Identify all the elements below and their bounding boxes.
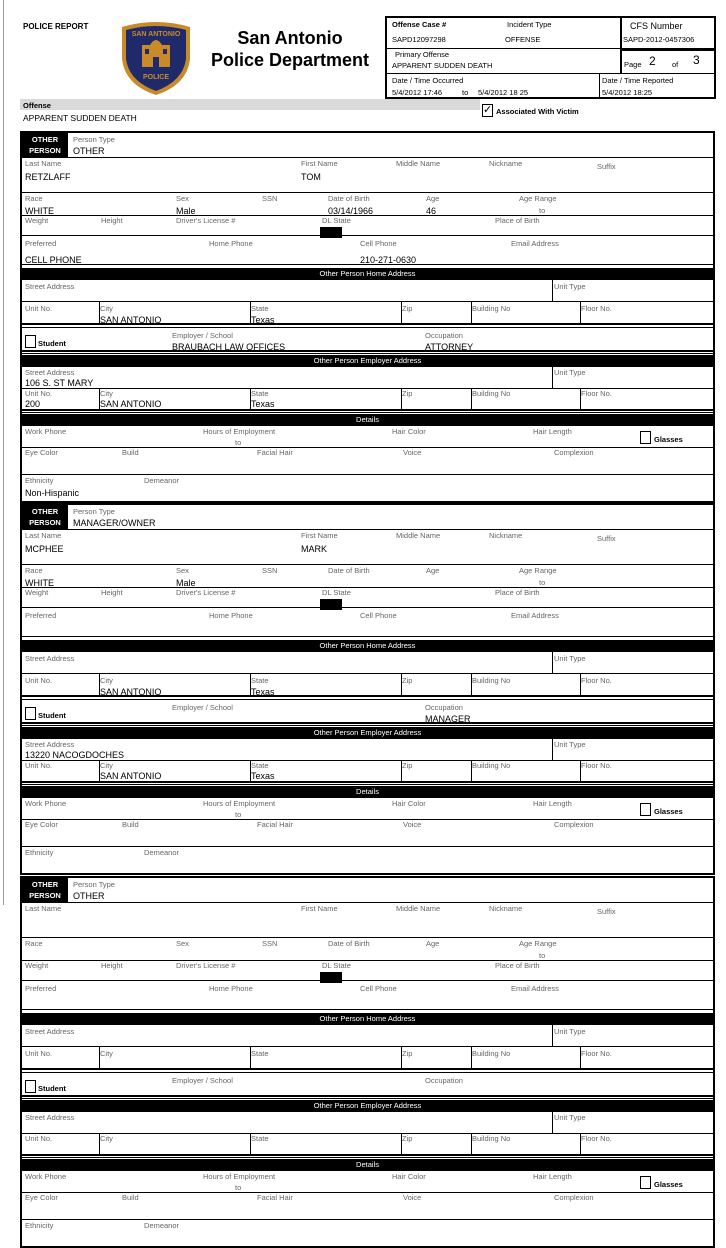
hair-color-label: Hair Color — [392, 799, 426, 808]
suffix-label: Suffix — [597, 534, 616, 543]
city-label: City — [100, 1134, 113, 1143]
ssn-label: SSN — [262, 194, 278, 203]
occurred-to-label: to — [462, 88, 469, 97]
person-category-box — [22, 133, 68, 157]
building-label: Building No — [472, 304, 511, 313]
column-divider — [552, 1025, 553, 1046]
glasses-checkbox[interactable] — [640, 803, 651, 816]
unit-type-label: Unit Type — [554, 282, 586, 291]
ethnicity-value: Non-Hispanic — [25, 488, 80, 498]
case-info-box — [385, 16, 716, 99]
divider-line — [22, 636, 713, 637]
svg-text:SAN ANTONIO: SAN ANTONIO — [131, 31, 181, 38]
unit-no-label: Unit No. — [25, 1134, 53, 1143]
eye-color-label: Eye Color — [25, 1193, 58, 1202]
home-state-value: Texas — [251, 687, 275, 697]
sex-value: Male — [176, 206, 196, 216]
street-label: Street Address — [25, 654, 75, 663]
occupation-value: ATTORNEY — [425, 342, 474, 352]
divider-line — [22, 937, 713, 938]
ethnicity-label: Ethnicity — [25, 848, 54, 857]
state-label: State — [251, 761, 269, 770]
person-block — [20, 876, 715, 1248]
city-label: City — [100, 1049, 113, 1058]
floor-label: Floor No. — [581, 1049, 612, 1058]
police-badge-logo — [117, 19, 195, 97]
incident-type-value: OFFENSE — [505, 35, 541, 44]
zip-label: Zip — [402, 1134, 413, 1143]
building-label: Building No — [472, 1049, 511, 1058]
divider-line — [22, 980, 713, 981]
work-phone-label: Work Phone — [25, 799, 67, 808]
title-line2: Police Department — [210, 50, 370, 70]
complexion-label: Complexion — [554, 448, 594, 457]
unit-type-label: Unit Type — [554, 1113, 586, 1122]
unit-type-label: Unit Type — [554, 740, 586, 749]
demeanor-label: Demeanor — [144, 848, 180, 857]
state-label: State — [251, 1134, 269, 1143]
home-address-section-bar: Other Person Home Address — [22, 1013, 713, 1025]
person-category-line1: OTHER — [31, 880, 59, 889]
pob-label: Place of Birth — [495, 961, 540, 970]
reported-label: Date / Time Reported — [602, 76, 674, 85]
occupation-value: MANAGER — [425, 714, 471, 724]
divider-line — [22, 1154, 713, 1156]
first-name-label: First Name — [301, 531, 338, 540]
work-phone-label: Work Phone — [25, 427, 67, 436]
person-category-line2: PERSON — [29, 891, 61, 900]
person-type-label: Person Type — [73, 135, 115, 144]
details-section-bar: Details — [22, 414, 713, 426]
hours-label: Hours of Employment — [203, 799, 276, 808]
suffix-label: Suffix — [597, 907, 616, 916]
last-name-label: Last Name — [25, 904, 62, 913]
age-label: Age — [426, 566, 440, 575]
divider-line — [22, 1046, 713, 1047]
dl-state-redaction — [320, 227, 342, 238]
age-range-label: Age Range — [519, 939, 557, 948]
city-label: City — [100, 761, 113, 770]
street-label: Street Address — [25, 1027, 75, 1036]
column-divider — [552, 652, 553, 673]
unit-type-label: Unit Type — [554, 368, 586, 377]
voice-label: Voice — [403, 820, 422, 829]
suffix-label: Suffix — [597, 162, 616, 171]
weight-label: Weight — [25, 216, 49, 225]
divider-line — [22, 960, 713, 961]
offense-header-bar — [20, 99, 480, 110]
city-label: City — [100, 389, 113, 398]
divider-line — [22, 235, 713, 236]
divider-line — [22, 327, 713, 328]
hair-color-label: Hair Color — [392, 1172, 426, 1181]
unit-no-label: Unit No. — [25, 389, 53, 398]
person-type-value: OTHER — [73, 891, 105, 901]
associated-with-victim-label: Associated With Victim — [496, 107, 579, 116]
divider-line — [22, 409, 713, 411]
person-category-line1: OTHER — [31, 135, 59, 144]
email-label: Email Address — [511, 239, 559, 248]
eye-color-label: Eye Color — [25, 448, 58, 457]
divider-line — [22, 1095, 713, 1097]
student-label: Student — [38, 711, 66, 720]
demeanor-label: Demeanor — [144, 1221, 180, 1230]
home-phone-label: Home Phone — [209, 611, 253, 620]
weight-label: Weight — [25, 961, 49, 970]
divider-line — [22, 1072, 713, 1073]
glasses-label: Glasses — [654, 1180, 683, 1189]
employer-address-section-bar: Other Person Employer Address — [22, 355, 713, 367]
unit-no-label: Unit No. — [25, 304, 53, 313]
age-label: Age — [426, 939, 440, 948]
middle-name-label: Middle Name — [396, 531, 441, 540]
sex-value: Male — [176, 578, 196, 588]
glasses-checkbox[interactable] — [640, 1176, 651, 1189]
occupation-label: Occupation — [425, 703, 463, 712]
cell-phone-label: Cell Phone — [360, 239, 397, 248]
voice-label: Voice — [403, 448, 422, 457]
complexion-label: Complexion — [554, 1193, 594, 1202]
page-label: Page — [624, 60, 642, 69]
pob-label: Place of Birth — [495, 588, 540, 597]
facial-hair-label: Facial Hair — [257, 820, 293, 829]
building-label: Building No — [472, 676, 511, 685]
offense-label: Offense — [23, 101, 51, 110]
cell-phone-value: 210-271-0630 — [360, 255, 417, 265]
age-range-label: Age Range — [519, 194, 557, 203]
email-label: Email Address — [511, 984, 559, 993]
floor-label: Floor No. — [581, 389, 612, 398]
building-label: Building No — [472, 1134, 511, 1143]
offense-case-value: SAPD12097298 — [392, 35, 446, 44]
dl-state-label: DL State — [322, 961, 351, 970]
build-label: Build — [122, 448, 139, 457]
age-range-label: Age Range — [519, 566, 557, 575]
sex-label: Sex — [176, 939, 189, 948]
unit-no-label: Unit No. — [25, 1049, 53, 1058]
person-category-box — [22, 878, 68, 902]
column-divider — [552, 1112, 553, 1133]
unit-type-label: Unit Type — [554, 1027, 586, 1036]
divider-line — [22, 846, 713, 847]
divider-line — [22, 529, 713, 530]
emp-street-value: 106 S. ST MARY — [25, 378, 94, 388]
employer-label: Employer / School — [172, 1076, 233, 1085]
eye-color-label: Eye Color — [25, 820, 58, 829]
building-label: Building No — [472, 389, 511, 398]
facial-hair-label: Facial Hair — [257, 448, 293, 457]
dl-label: Driver's License # — [176, 961, 236, 970]
home-city-value: SAN ANTONIO — [100, 315, 162, 325]
pob-label: Place of Birth — [495, 216, 540, 225]
dl-state-redaction — [320, 972, 342, 983]
employer-value: BRAUBACH LAW OFFICES — [172, 342, 286, 352]
nickname-label: Nickname — [489, 904, 523, 913]
hours-label: Hours of Employment — [203, 427, 276, 436]
dob-label: Date of Birth — [328, 566, 370, 575]
occurred-from: 5/4/2012 17:46 — [392, 88, 443, 97]
dl-state-redaction — [320, 599, 342, 610]
hair-length-label: Hair Length — [533, 1172, 572, 1181]
home-phone-label: Home Phone — [209, 239, 253, 248]
work-phone-label: Work Phone — [25, 1172, 67, 1181]
divider-line — [22, 699, 713, 700]
street-label: Street Address — [25, 1113, 75, 1122]
first-name-label: First Name — [301, 904, 338, 913]
last-name-label: Last Name — [25, 531, 62, 540]
person-category-box — [22, 505, 68, 529]
street-label: Street Address — [25, 368, 75, 377]
person-type-label: Person Type — [73, 880, 115, 889]
reported-value: 5/4/2012 18:25 — [602, 88, 653, 97]
emp-state-value: Texas — [251, 771, 275, 781]
ethnicity-label: Ethnicity — [25, 1221, 54, 1230]
floor-label: Floor No. — [581, 304, 612, 313]
person-block — [20, 503, 715, 875]
page-left-edge — [3, 0, 4, 905]
build-label: Build — [122, 1193, 139, 1202]
zip-label: Zip — [402, 389, 413, 398]
emp-city-value: SAN ANTONIO — [100, 771, 162, 781]
dl-label: Driver's License # — [176, 216, 236, 225]
demeanor-label: Demeanor — [144, 476, 180, 485]
student-checkbox[interactable] — [25, 335, 36, 348]
person-category-line1: OTHER — [31, 507, 59, 516]
divider-line — [22, 1068, 713, 1070]
column-divider — [552, 367, 553, 388]
emp-unit-no-value: 200 — [25, 399, 41, 409]
person-type-value: MANAGER/OWNER — [73, 518, 156, 528]
column-divider — [552, 280, 553, 301]
divider-line — [22, 301, 713, 302]
divider-line — [22, 1219, 713, 1220]
student-checkbox[interactable] — [25, 707, 36, 720]
dl-label: Driver's License # — [176, 588, 236, 597]
divider-line — [22, 1133, 713, 1134]
divider-line — [22, 564, 713, 565]
occupation-label: Occupation — [425, 331, 463, 340]
ethnicity-label: Ethnicity — [25, 476, 54, 485]
complexion-label: Complexion — [554, 820, 594, 829]
first-name-value: TOM — [301, 172, 321, 182]
home-address-section-bar: Other Person Home Address — [22, 640, 713, 652]
state-label: State — [251, 1049, 269, 1058]
primary-offense-value: APPARENT SUDDEN DEATH — [392, 61, 493, 70]
incident-type-label: Incident Type — [507, 20, 552, 29]
unit-no-label: Unit No. — [25, 761, 53, 770]
hours-to: to — [235, 1183, 242, 1192]
page-number: 2 — [649, 54, 656, 68]
race-value: WHITE — [25, 206, 54, 216]
student-checkbox[interactable] — [25, 1080, 36, 1093]
primary-offense-label: Primary Offense — [395, 50, 450, 59]
dob-label: Date of Birth — [328, 194, 370, 203]
cell-phone-label: Cell Phone — [360, 611, 397, 620]
city-label: City — [100, 304, 113, 313]
divider-line — [22, 157, 713, 158]
voice-label: Voice — [403, 1193, 422, 1202]
race-label: Race — [25, 939, 43, 948]
age-label: Age — [426, 194, 440, 203]
person-type-label: Person Type — [73, 507, 115, 516]
occurred-to: 5/4/2012 18 25 — [478, 88, 529, 97]
home-address-section-bar: Other Person Home Address — [22, 268, 713, 280]
divider-line — [22, 1009, 713, 1010]
column-divider — [552, 739, 553, 760]
home-state-value: Texas — [251, 315, 275, 325]
divider-line — [22, 902, 713, 903]
last-name-label: Last Name — [25, 159, 62, 168]
hours-label: Hours of Employment — [203, 1172, 276, 1181]
weight-label: Weight — [25, 588, 49, 597]
race-label: Race — [25, 566, 43, 575]
occurred-label: Date / Time Occurred — [392, 76, 464, 85]
race-value: WHITE — [25, 578, 54, 588]
of-label: of — [672, 60, 679, 69]
report-label: POLICE REPORT — [23, 22, 89, 31]
height-label: Height — [101, 961, 123, 970]
person-category-line2: PERSON — [29, 518, 61, 527]
divider-line — [22, 1098, 713, 1099]
last-name-value: MCPHEE — [25, 544, 64, 554]
student-label: Student — [38, 339, 66, 348]
dob-value: 03/14/1966 — [328, 206, 374, 216]
middle-name-label: Middle Name — [396, 159, 441, 168]
age-range-to: to — [539, 951, 546, 960]
details-section-bar: Details — [22, 1159, 713, 1171]
hair-length-label: Hair Length — [533, 427, 572, 436]
page-total: 3 — [693, 53, 700, 67]
age-value: 46 — [426, 206, 437, 216]
hours-to: to — [235, 810, 242, 819]
nickname-label: Nickname — [489, 159, 523, 168]
person-type-value: OTHER — [73, 146, 105, 156]
divider-line — [22, 781, 713, 783]
offense-value: APPARENT SUDDEN DEATH — [23, 113, 137, 123]
emp-city-value: SAN ANTONIO — [100, 399, 162, 409]
cfs-label: CFS Number — [630, 21, 683, 31]
zip-label: Zip — [402, 1049, 413, 1058]
height-label: Height — [101, 588, 123, 597]
divider-line — [22, 722, 713, 724]
preferred-value: CELL PHONE — [25, 255, 82, 265]
divider-line — [22, 353, 713, 354]
unit-type-label: Unit Type — [554, 654, 586, 663]
associated-with-victim-checkbox[interactable]: ✓ — [483, 104, 493, 116]
dl-state-label: DL State — [322, 588, 351, 597]
employer-label: Employer / School — [172, 703, 233, 712]
preferred-label: Preferred — [25, 611, 57, 620]
middle-name-label: Middle Name — [396, 904, 441, 913]
zip-label: Zip — [402, 761, 413, 770]
hair-length-label: Hair Length — [533, 799, 572, 808]
facial-hair-label: Facial Hair — [257, 1193, 293, 1202]
first-name-value: MARK — [301, 544, 328, 554]
state-label: State — [251, 389, 269, 398]
offense-case-label: Offense Case # — [392, 20, 447, 29]
zip-label: Zip — [402, 304, 413, 313]
svg-text:POLICE: POLICE — [142, 74, 170, 81]
floor-label: Floor No. — [581, 761, 612, 770]
details-section-bar: Details — [22, 786, 713, 798]
employer-label: Employer / School — [172, 331, 233, 340]
divider-line — [22, 607, 713, 608]
ssn-label: SSN — [262, 939, 278, 948]
title-line1: San Antonio — [237, 28, 343, 48]
dl-state-label: DL State — [322, 216, 351, 225]
divider-line — [22, 474, 713, 475]
street-label: Street Address — [25, 282, 75, 291]
street-label: Street Address — [25, 740, 75, 749]
divider-line — [22, 587, 713, 588]
preferred-label: Preferred — [25, 984, 57, 993]
age-range-to: to — [539, 206, 546, 215]
person-category-line2: PERSON — [29, 146, 61, 155]
divider-line — [22, 673, 713, 674]
employer-address-section-bar: Other Person Employer Address — [22, 1100, 713, 1112]
cfs-value: SAPD-2012-0457306 — [623, 35, 695, 44]
hair-color-label: Hair Color — [392, 427, 426, 436]
divider-line — [22, 192, 713, 193]
divider-line — [22, 784, 713, 785]
build-label: Build — [122, 820, 139, 829]
race-label: Race — [25, 194, 43, 203]
unit-no-label: Unit No. — [25, 676, 53, 685]
divider-line — [22, 1157, 713, 1158]
glasses-label: Glasses — [654, 435, 683, 444]
home-city-value: SAN ANTONIO — [100, 687, 162, 697]
email-label: Email Address — [511, 611, 559, 620]
home-phone-label: Home Phone — [209, 984, 253, 993]
state-label: State — [251, 676, 269, 685]
glasses-label: Glasses — [654, 807, 683, 816]
divider-line — [22, 350, 713, 352]
first-name-label: First Name — [301, 159, 338, 168]
dob-label: Date of Birth — [328, 939, 370, 948]
city-label: City — [100, 676, 113, 685]
sex-label: Sex — [176, 566, 189, 575]
person-block — [20, 131, 715, 503]
floor-label: Floor No. — [581, 1134, 612, 1143]
nickname-label: Nickname — [489, 531, 523, 540]
employer-address-section-bar: Other Person Employer Address — [22, 727, 713, 739]
cell-phone-label: Cell Phone — [360, 984, 397, 993]
floor-label: Floor No. — [581, 676, 612, 685]
emp-street-value: 13220 NACOGDOCHES — [25, 750, 125, 760]
age-range-to: to — [539, 578, 546, 587]
height-label: Height — [101, 216, 123, 225]
ssn-label: SSN — [262, 566, 278, 575]
glasses-checkbox[interactable] — [640, 431, 651, 444]
last-name-value: RETZLAFF — [25, 172, 71, 182]
divider-line — [22, 1192, 713, 1193]
occupation-label: Occupation — [425, 1076, 463, 1085]
divider-line — [22, 725, 713, 726]
zip-label: Zip — [402, 676, 413, 685]
sex-label: Sex — [176, 194, 189, 203]
emp-state-value: Texas — [251, 399, 275, 409]
student-label: Student — [38, 1084, 66, 1093]
building-label: Building No — [472, 761, 511, 770]
hours-to: to — [235, 438, 242, 447]
divider-line — [22, 412, 713, 413]
preferred-label: Preferred — [25, 239, 57, 248]
state-label: State — [251, 304, 269, 313]
